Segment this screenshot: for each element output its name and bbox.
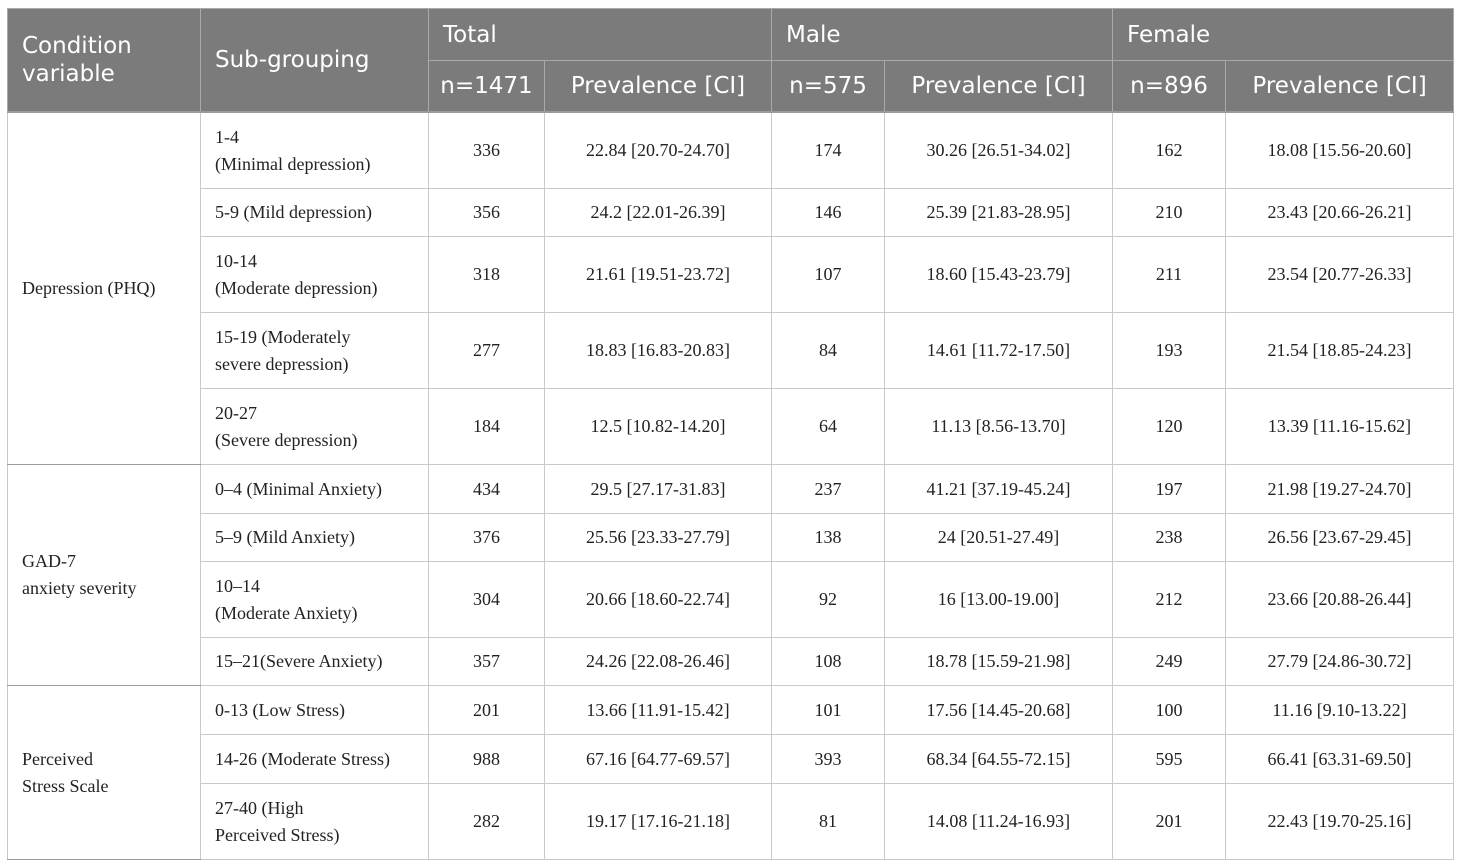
male-n-cell: 146 bbox=[772, 189, 885, 237]
sub-line: severe depression) bbox=[215, 353, 349, 374]
total-n-cell: 357 bbox=[429, 638, 545, 686]
female-n-cell: 238 bbox=[1113, 514, 1226, 562]
female-n-cell: 249 bbox=[1113, 638, 1226, 686]
group-anxiety bbox=[8, 465, 1454, 686]
total-prevalence-cell: 12.5 [10.82-14.20] bbox=[545, 389, 772, 465]
total-prevalence-cell: 25.56 [23.33-27.79] bbox=[545, 514, 772, 562]
total-prevalence-cell: 24.26 [22.08-26.46] bbox=[545, 638, 772, 686]
total-prevalence-cell: 22.84 [20.70-24.70] bbox=[545, 112, 772, 189]
group-depression bbox=[8, 112, 1454, 465]
header-total: Total bbox=[429, 9, 772, 61]
female-n-cell: 210 bbox=[1113, 189, 1226, 237]
female-n-cell: 197 bbox=[1113, 465, 1226, 514]
male-prevalence-cell: 25.39 [21.83-28.95] bbox=[885, 189, 1113, 237]
female-n-cell: 120 bbox=[1113, 389, 1226, 465]
male-n-cell: 174 bbox=[772, 112, 885, 189]
condition-line: anxiety severity bbox=[22, 578, 137, 598]
male-prevalence-cell: 24 [20.51-27.49] bbox=[885, 514, 1113, 562]
female-prevalence-cell: 23.54 [20.77-26.33] bbox=[1226, 237, 1454, 313]
condition-line: Stress Scale bbox=[22, 775, 109, 796]
sub-grouping-cell bbox=[201, 562, 429, 638]
male-prevalence-cell: 41.21 [37.19-45.24] bbox=[885, 465, 1113, 514]
female-n-cell: 193 bbox=[1113, 313, 1226, 389]
condition-cell bbox=[8, 686, 201, 860]
header-female: Female bbox=[1113, 9, 1454, 61]
female-prevalence-cell: 13.39 [11.16-15.62] bbox=[1226, 389, 1454, 465]
total-prevalence-cell: 19.17 [17.16-21.18] bbox=[545, 784, 772, 860]
sub-line: (Moderate Anxiety) bbox=[215, 602, 358, 623]
total-prevalence-cell: 29.5 [27.17-31.83] bbox=[545, 465, 772, 514]
condition-line: Perceived bbox=[22, 748, 93, 769]
male-n-cell: 107 bbox=[772, 237, 885, 313]
sub-line: 27-40 (High bbox=[215, 797, 304, 818]
male-n-cell: 84 bbox=[772, 313, 885, 389]
total-prevalence-cell: 24.2 [22.01-26.39] bbox=[545, 189, 772, 237]
female-prevalence-cell: 11.16 [9.10-13.22] bbox=[1226, 686, 1454, 735]
total-prevalence-cell: 20.66 [18.60-22.74] bbox=[545, 562, 772, 638]
male-n-cell: 64 bbox=[772, 389, 885, 465]
header-total-prevalence: Prevalence [CI] bbox=[545, 61, 772, 113]
sub-grouping-cell bbox=[201, 237, 429, 313]
table-row bbox=[8, 389, 1454, 465]
condition-line: GAD-7 bbox=[22, 551, 76, 571]
table-header bbox=[8, 9, 1454, 113]
sub-grouping-cell bbox=[201, 313, 429, 389]
male-n-cell: 237 bbox=[772, 465, 885, 514]
total-n-cell: 304 bbox=[429, 562, 545, 638]
male-prevalence-cell: 18.60 [15.43-23.79] bbox=[885, 237, 1113, 313]
female-n-cell: 100 bbox=[1113, 686, 1226, 735]
sub-grouping-cell: 5–9 (Mild Anxiety) bbox=[201, 514, 429, 562]
total-prevalence-cell: 21.61 [19.51-23.72] bbox=[545, 237, 772, 313]
total-prevalence-cell: 13.66 [11.91-15.42] bbox=[545, 686, 772, 735]
table-row bbox=[8, 112, 1454, 189]
male-n-cell: 393 bbox=[772, 735, 885, 784]
total-prevalence-cell: 67.16 [64.77-69.57] bbox=[545, 735, 772, 784]
sub-line: 20-27 bbox=[215, 402, 257, 423]
header-male: Male bbox=[772, 9, 1113, 61]
sub-line: 15-19 (Moderately bbox=[215, 326, 351, 347]
total-n-cell: 277 bbox=[429, 313, 545, 389]
female-prevalence-cell: 21.98 [19.27-24.70] bbox=[1226, 465, 1454, 514]
sub-grouping-cell: 5-9 (Mild depression) bbox=[201, 189, 429, 237]
female-n-cell: 201 bbox=[1113, 784, 1226, 860]
total-n-cell: 318 bbox=[429, 237, 545, 313]
total-n-cell: 376 bbox=[429, 514, 545, 562]
header-condition-variable: Condition variable bbox=[8, 9, 201, 113]
sub-line: 1-4 bbox=[215, 126, 239, 147]
table-row bbox=[8, 189, 1454, 237]
male-n-cell: 138 bbox=[772, 514, 885, 562]
table-row bbox=[8, 735, 1454, 784]
total-n-cell: 336 bbox=[429, 112, 545, 189]
male-n-cell: 108 bbox=[772, 638, 885, 686]
male-prevalence-cell: 18.78 [15.59-21.98] bbox=[885, 638, 1113, 686]
sub-grouping-cell bbox=[201, 389, 429, 465]
female-prevalence-cell: 66.41 [63.31-69.50] bbox=[1226, 735, 1454, 784]
sub-grouping-cell: 0–4 (Minimal Anxiety) bbox=[201, 465, 429, 514]
table-row bbox=[8, 237, 1454, 313]
total-n-cell: 282 bbox=[429, 784, 545, 860]
sub-line: (Minimal depression) bbox=[215, 153, 371, 174]
sub-grouping-cell bbox=[201, 112, 429, 189]
male-n-cell: 101 bbox=[772, 686, 885, 735]
total-n-cell: 356 bbox=[429, 189, 545, 237]
sub-grouping-cell: 0-13 (Low Stress) bbox=[201, 686, 429, 735]
female-prevalence-cell: 21.54 [18.85-24.23] bbox=[1226, 313, 1454, 389]
sub-line: Perceived Stress) bbox=[215, 824, 340, 845]
sub-grouping-cell: 15–21(Severe Anxiety) bbox=[201, 638, 429, 686]
male-prevalence-cell: 30.26 [26.51-34.02] bbox=[885, 112, 1113, 189]
header-male-n: n=575 bbox=[772, 61, 885, 113]
sub-line: (Moderate depression) bbox=[215, 277, 378, 298]
condition-cell bbox=[8, 465, 201, 686]
total-n-cell: 988 bbox=[429, 735, 545, 784]
total-prevalence-cell: 18.83 [16.83-20.83] bbox=[545, 313, 772, 389]
table-row bbox=[8, 562, 1454, 638]
total-n-cell: 201 bbox=[429, 686, 545, 735]
table-row bbox=[8, 686, 1454, 735]
male-prevalence-cell: 16 [13.00-19.00] bbox=[885, 562, 1113, 638]
table-row bbox=[8, 465, 1454, 514]
header-female-prevalence: Prevalence [CI] bbox=[1226, 61, 1454, 113]
prevalence-table bbox=[7, 8, 1454, 860]
group-stress bbox=[8, 686, 1454, 860]
table-row bbox=[8, 638, 1454, 686]
total-n-cell: 184 bbox=[429, 389, 545, 465]
table-row bbox=[8, 313, 1454, 389]
male-prevalence-cell: 17.56 [14.45-20.68] bbox=[885, 686, 1113, 735]
header-female-n: n=896 bbox=[1113, 61, 1226, 113]
male-prevalence-cell: 11.13 [8.56-13.70] bbox=[885, 389, 1113, 465]
table-row bbox=[8, 784, 1454, 860]
female-prevalence-cell: 23.66 [20.88-26.44] bbox=[1226, 562, 1454, 638]
female-n-cell: 595 bbox=[1113, 735, 1226, 784]
male-prevalence-cell: 14.61 [11.72-17.50] bbox=[885, 313, 1113, 389]
female-prevalence-cell: 18.08 [15.56-20.60] bbox=[1226, 112, 1454, 189]
male-prevalence-cell: 68.34 [64.55-72.15] bbox=[885, 735, 1113, 784]
header-total-n: n=1471 bbox=[429, 61, 545, 113]
female-prevalence-cell: 27.79 [24.86-30.72] bbox=[1226, 638, 1454, 686]
female-prevalence-cell: 26.56 [23.67-29.45] bbox=[1226, 514, 1454, 562]
header-sub-grouping: Sub-grouping bbox=[201, 9, 429, 113]
female-prevalence-cell: 22.43 [19.70-25.16] bbox=[1226, 784, 1454, 860]
sub-line: (Severe depression) bbox=[215, 429, 358, 450]
female-n-cell: 162 bbox=[1113, 112, 1226, 189]
sub-grouping-cell bbox=[201, 784, 429, 860]
table-row bbox=[8, 514, 1454, 562]
female-n-cell: 211 bbox=[1113, 237, 1226, 313]
header-male-prevalence: Prevalence [CI] bbox=[885, 61, 1113, 113]
sub-line: 10-14 bbox=[215, 250, 257, 271]
condition-cell: Depression (PHQ) bbox=[8, 112, 201, 465]
female-prevalence-cell: 23.43 [20.66-26.21] bbox=[1226, 189, 1454, 237]
male-n-cell: 81 bbox=[772, 784, 885, 860]
female-n-cell: 212 bbox=[1113, 562, 1226, 638]
male-n-cell: 92 bbox=[772, 562, 885, 638]
sub-grouping-cell: 14-26 (Moderate Stress) bbox=[201, 735, 429, 784]
male-prevalence-cell: 14.08 [11.24-16.93] bbox=[885, 784, 1113, 860]
sub-line: 10–14 bbox=[215, 575, 260, 596]
total-n-cell: 434 bbox=[429, 465, 545, 514]
